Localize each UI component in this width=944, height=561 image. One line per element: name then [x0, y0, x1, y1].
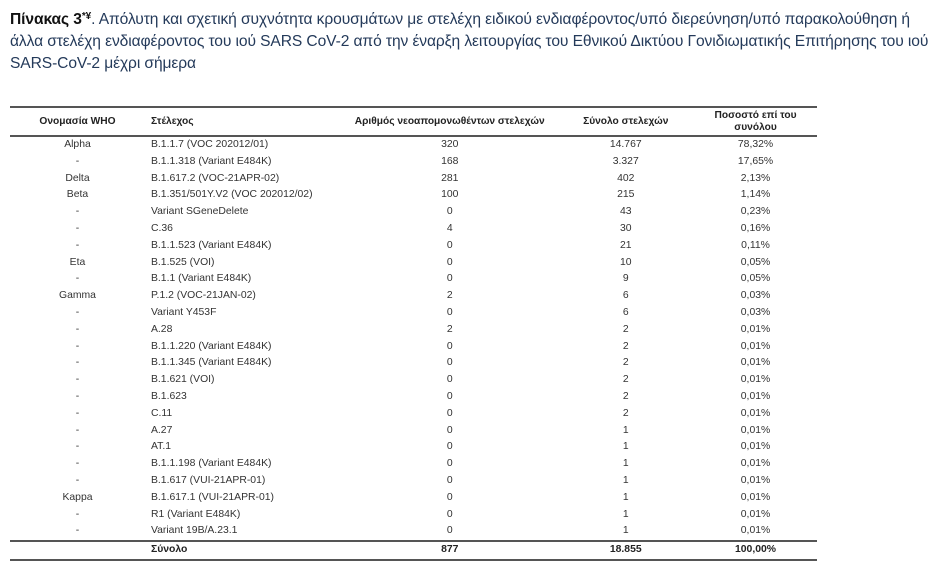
cell-new-isolated: 0: [446, 357, 453, 369]
cell-strain: Variant SGeneDelete: [150, 206, 249, 218]
cell-percentage: 0,01%: [740, 407, 771, 419]
table-row: [10, 389, 817, 406]
cell-who-name: -: [75, 340, 80, 352]
header-total-strains: Σύνολο στελεχών: [583, 115, 669, 127]
cell-percentage: 0,01%: [740, 340, 771, 352]
cell-total-strains: 21: [619, 239, 632, 251]
cell-total-strains: 2: [622, 390, 629, 402]
table-row: [10, 490, 817, 507]
cell-total-strains: 1: [622, 474, 629, 486]
table-row: [10, 322, 817, 339]
cell-who-name: -: [75, 273, 80, 285]
cell-percentage: 0,01%: [740, 357, 771, 369]
cell-percentage: 0,01%: [740, 390, 771, 402]
table-row: [10, 423, 817, 440]
cell-who-name: -: [75, 222, 80, 234]
cell-new-isolated: 0: [446, 458, 453, 470]
total-label: Σύνολο: [150, 544, 188, 556]
cell-total-strains: 6: [622, 306, 629, 318]
cell-total-strains: 2: [622, 323, 629, 335]
table-row: [10, 372, 817, 389]
table-row: [10, 204, 817, 221]
total-new-isolated: 877: [441, 544, 459, 556]
cell-who-name: -: [75, 155, 80, 167]
cell-strain: B.1.617 (VUI-21APR-01): [150, 474, 266, 486]
total-strains: 18.855: [609, 544, 642, 556]
cell-who-name: -: [75, 474, 80, 486]
cell-new-isolated: 0: [446, 424, 453, 436]
cell-new-isolated: 0: [446, 340, 453, 352]
cell-percentage: 0,01%: [740, 424, 771, 436]
cell-who-name: -: [75, 508, 80, 520]
cell-total-strains: 9: [622, 273, 629, 285]
cell-new-isolated: 0: [446, 508, 453, 520]
cell-total-strains: 215: [617, 189, 635, 201]
cell-new-isolated: 100: [441, 189, 459, 201]
table-row: [10, 255, 817, 272]
cell-new-isolated: 2: [446, 323, 453, 335]
total-percentage: 100,00%: [735, 544, 777, 556]
cell-new-isolated: 0: [446, 273, 453, 285]
cell-percentage: 0,01%: [740, 441, 771, 453]
cell-total-strains: 1: [622, 491, 629, 503]
table-row: [10, 456, 817, 473]
table-footer: [10, 541, 817, 560]
footnote-marks: *¥: [81, 11, 92, 22]
cell-strain: R1 (Variant E484K): [150, 508, 241, 520]
header-percentage: Ποσοστό επί του συνόλου: [714, 109, 797, 133]
cell-strain: B.1.1.318 (Variant E484K): [150, 155, 272, 167]
table-row: [10, 221, 817, 238]
cell-new-isolated: 2: [446, 290, 453, 302]
table-label-text: Πίνακας 3: [10, 11, 82, 28]
cell-percentage: 0,01%: [740, 525, 771, 537]
cell-new-isolated: 0: [446, 491, 453, 503]
cell-strain: C.36: [150, 222, 173, 234]
table-row: [10, 507, 817, 524]
header-strain: Στέλεχος: [150, 115, 194, 127]
cell-total-strains: 6: [622, 290, 629, 302]
table-header: [10, 107, 817, 136]
cell-percentage: 78,32%: [737, 139, 774, 150]
table-row: [10, 136, 817, 154]
cell-who-name: -: [75, 357, 80, 369]
cell-strain: B.1.617.1 (VUI-21APR-01): [150, 491, 274, 503]
cell-new-isolated: 0: [446, 206, 453, 218]
cell-percentage: 2,13%: [740, 172, 771, 184]
cell-percentage: 1,14%: [740, 189, 771, 201]
cell-percentage: 0,03%: [740, 290, 771, 302]
table-row: [10, 406, 817, 423]
cell-total-strains: 1: [622, 458, 629, 470]
cell-percentage: 0,16%: [740, 222, 771, 234]
caption-text: . Απόλυτη και σχετική συχνότητα κρουσμάτων με στελέχη ειδικού ενδιαφέροντος/υπό διερεύνηση/υπό παρακολούθηση ή άλλα στελέχη ενδιαφέροντος του ιού SARS CoV-2 από την έναρξη λειτουργίας του Εθνικού Δικτύου Γονιδιωματικής Επιτήρησης του ιού SARS-CoV-2 μέχρι σήμερα: [10, 11, 929, 72]
cell-new-isolated: 0: [446, 306, 453, 318]
total-who: [10, 541, 145, 560]
cell-new-isolated: 0: [446, 407, 453, 419]
cell-strain: A.27: [150, 424, 173, 436]
table-row: [10, 271, 817, 288]
cell-strain: Variant 19B/A.23.1: [150, 525, 238, 537]
cell-who-name: Alpha: [64, 139, 91, 150]
cell-percentage: 0,01%: [740, 508, 771, 520]
cell-new-isolated: 0: [446, 239, 453, 251]
cell-new-isolated: 281: [441, 172, 459, 184]
cell-strain: B.1.1.7 (VOC 202012/01): [150, 139, 269, 150]
header-row: [10, 107, 817, 136]
table-body: [10, 136, 817, 541]
table-row: [10, 288, 817, 305]
cell-total-strains: 2: [622, 374, 629, 386]
cell-strain: B.1.525 (VOI): [150, 256, 215, 268]
cell-percentage: 0,01%: [740, 474, 771, 486]
cell-strain: B.1.617.2 (VOC-21APR-02): [150, 172, 280, 184]
cell-new-isolated: 0: [446, 256, 453, 268]
table-row: [10, 355, 817, 372]
table-row: [10, 154, 817, 171]
cell-who-name: Gamma: [59, 290, 96, 302]
cell-who-name: Eta: [69, 256, 86, 268]
cell-who-name: Beta: [66, 189, 89, 201]
cell-strain: B.1.621 (VOI): [150, 374, 215, 386]
cell-new-isolated: 0: [446, 441, 453, 453]
header-new-isolated: Αριθμός νεοαπομονωθέντων στελεχών: [354, 115, 545, 127]
cell-new-isolated: 0: [446, 525, 453, 537]
cell-new-isolated: 4: [446, 222, 453, 234]
cell-strain: AT.1: [150, 441, 171, 453]
table-row: [10, 339, 817, 356]
cell-total-strains: 402: [617, 172, 635, 184]
cell-strain: C.11: [150, 407, 173, 419]
cell-who-name: Delta: [65, 172, 90, 184]
cell-total-strains: 43: [619, 206, 632, 218]
cell-total-strains: 30: [619, 222, 632, 234]
header-who-name: Ονομασία WHO: [39, 115, 116, 127]
cell-strain: B.1.1 (Variant E484K): [150, 273, 252, 285]
cell-new-isolated: 0: [446, 374, 453, 386]
cell-strain: A.28: [150, 323, 173, 335]
cell-percentage: 0,11%: [741, 239, 770, 251]
cell-percentage: 0,01%: [740, 374, 771, 386]
cell-total-strains: 1: [622, 424, 629, 436]
cell-who-name: -: [75, 390, 80, 402]
cell-who-name: -: [75, 323, 80, 335]
cell-who-name: -: [75, 306, 80, 318]
cell-who-name: -: [75, 407, 80, 419]
cell-who-name: -: [75, 525, 80, 537]
cell-strain: B.1.623: [150, 390, 187, 402]
cell-who-name: -: [75, 458, 80, 470]
cell-strain: B.1.1.220 (Variant E484K): [150, 340, 272, 352]
cell-percentage: 0,03%: [740, 306, 771, 318]
table-label: [10, 11, 91, 28]
cell-strain: B.1.1.198 (Variant E484K): [150, 458, 272, 470]
cell-strain: P.1.2 (VOC-21JAN-02): [150, 290, 256, 302]
cell-who-name: Kappa: [62, 491, 93, 503]
cell-who-name: -: [75, 424, 80, 436]
table-row: [10, 171, 817, 188]
cell-strain: B.1.1.523 (Variant E484K): [150, 239, 272, 251]
strains-table: [10, 106, 817, 561]
cell-total-strains: 1: [622, 508, 629, 520]
cell-percentage: 0,23%: [740, 206, 771, 218]
cell-new-isolated: 0: [446, 390, 453, 402]
cell-strain: Variant Y453F: [150, 306, 217, 318]
cell-strain: B.1.1.345 (Variant E484K): [150, 357, 272, 369]
cell-new-isolated: 0: [446, 474, 453, 486]
cell-percentage: 0,01%: [740, 323, 771, 335]
cell-percentage: 0,01%: [740, 458, 771, 470]
total-row: [10, 541, 817, 560]
cell-who-name: -: [75, 206, 80, 218]
cell-percentage: 0,05%: [740, 256, 771, 268]
cell-total-strains: 2: [622, 340, 629, 352]
cell-total-strains: 1: [622, 441, 629, 453]
cell-total-strains: 10: [619, 256, 632, 268]
cell-who-name: -: [75, 239, 80, 251]
cell-total-strains: 1: [622, 525, 629, 537]
table-row: [10, 523, 817, 541]
table-row: [10, 473, 817, 490]
cell-percentage: 17,65%: [737, 155, 774, 167]
table-caption: [10, 6, 940, 75]
table-row: [10, 238, 817, 255]
cell-total-strains: 3.327: [612, 155, 639, 167]
cell-percentage: 0,01%: [740, 491, 771, 503]
cell-new-isolated: 320: [441, 139, 459, 150]
cell-total-strains: 2: [622, 407, 629, 419]
cell-total-strains: 2: [622, 357, 629, 369]
cell-who-name: -: [75, 374, 80, 386]
cell-percentage: 0,05%: [740, 273, 771, 285]
cell-new-isolated: 168: [441, 155, 459, 167]
cell-total-strains: 14.767: [609, 139, 642, 150]
table-row: [10, 305, 817, 322]
cell-who-name: -: [75, 441, 80, 453]
cell-strain: B.1.351/501Y.V2 (VOC 202012/02): [150, 189, 313, 201]
table-row: [10, 439, 817, 456]
table-row: [10, 187, 817, 204]
